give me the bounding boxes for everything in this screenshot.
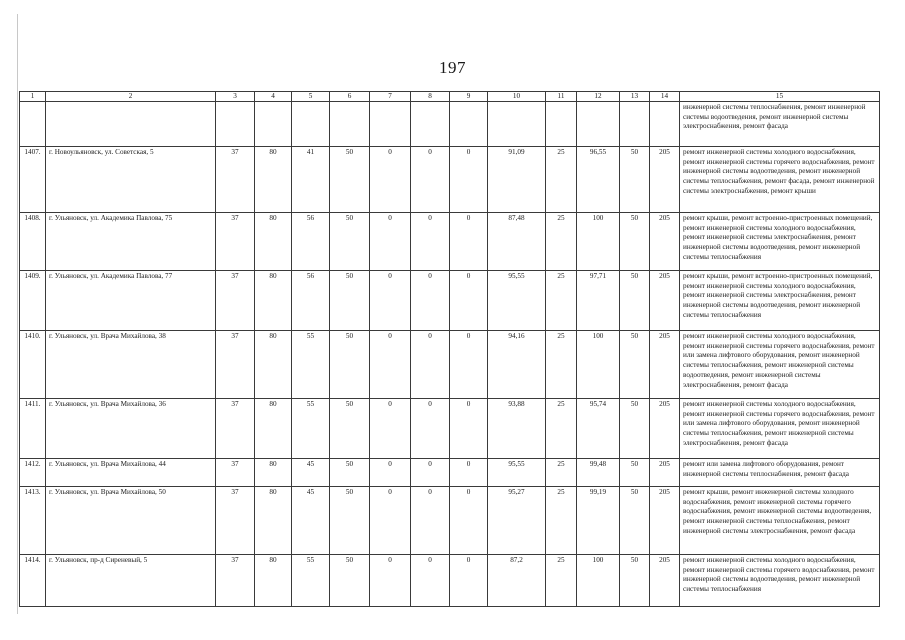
cell-c6: 50 [330, 399, 370, 459]
cell-c11: 25 [546, 331, 577, 399]
cell-empty [411, 102, 450, 147]
cell-empty [620, 102, 650, 147]
cell-c3: 37 [216, 459, 255, 487]
column-header-15: 15 [680, 92, 880, 102]
cell-c8: 0 [411, 331, 450, 399]
column-header-14: 14 [650, 92, 680, 102]
cell-c14: 205 [650, 331, 680, 399]
cell-c13: 50 [620, 271, 650, 331]
cell-c10: 95,27 [488, 487, 546, 555]
cell-c13: 50 [620, 213, 650, 271]
cell-c3: 37 [216, 555, 255, 607]
cell-c11: 25 [546, 399, 577, 459]
cell-c9: 0 [450, 555, 488, 607]
cell-c13: 50 [620, 459, 650, 487]
repair-works-list: ремонт инженерной системы холодного водоснабжения, ремонт инженерной системы горячего водоснабжения, ремонт или замена лифтового оборудования, ремонт инженерной системы теплоснабжения, ремонт инженерной системы водоотведения, ремонт инженерной системы электроснабжения, ремонт фасада [680, 331, 880, 399]
row-number: 1409. [20, 271, 46, 331]
cell-empty [292, 102, 330, 147]
cell-c9: 0 [450, 147, 488, 213]
cell-c6: 50 [330, 487, 370, 555]
cell-c12: 95,74 [577, 399, 620, 459]
cell-c8: 0 [411, 399, 450, 459]
cell-c14: 205 [650, 399, 680, 459]
cell-c4: 80 [255, 487, 292, 555]
cell-c8: 0 [411, 271, 450, 331]
cell-c10: 93,88 [488, 399, 546, 459]
cell-c5: 56 [292, 213, 330, 271]
cell-c10: 91,09 [488, 147, 546, 213]
cell-c7: 0 [370, 459, 411, 487]
column-header-9: 9 [450, 92, 488, 102]
cell-c11: 25 [546, 147, 577, 213]
cell-c8: 0 [411, 459, 450, 487]
house-address: г. Ульяновск, пр-д Сиреневый, 5 [46, 555, 216, 607]
cell-c14: 205 [650, 271, 680, 331]
cell-c9: 0 [450, 271, 488, 331]
cell-empty [546, 102, 577, 147]
column-header-5: 5 [292, 92, 330, 102]
cell-c6: 50 [330, 331, 370, 399]
house-address: г. Ульяновск, ул. Врача Михайлова, 44 [46, 459, 216, 487]
cell-c13: 50 [620, 487, 650, 555]
repair-program-table [19, 91, 880, 607]
continuation-row [20, 102, 880, 147]
cell-c12: 97,71 [577, 271, 620, 331]
cell-c12: 100 [577, 213, 620, 271]
table-row [20, 555, 880, 607]
repair-works-list: ремонт крыши, ремонт встроенно-пристроенных помещений, ремонт инженерной системы холодного водоснабжения, ремонт инженерной системы электроснабжения, ремонт инженерной системы водоотведения, ремонт инженерной системы теплоснабжения [680, 271, 880, 331]
cell-empty [577, 102, 620, 147]
continuation-works-text: инженерной системы теплоснабжения, ремонт инженерной системы водоотведения, ремонт инженерной системы электроснабжения, ремонт фасада [680, 102, 880, 147]
cell-c9: 0 [450, 331, 488, 399]
cell-c5: 55 [292, 399, 330, 459]
repair-works-list: ремонт крыши, ремонт встроенно-пристроенных помещений, ремонт инженерной системы холодного водоснабжения, ремонт инженерной системы электроснабжения, ремонт инженерной системы водоотведения, ремонт инженерной системы теплоснабжения [680, 213, 880, 271]
cell-c11: 25 [546, 213, 577, 271]
table-row [20, 487, 880, 555]
row-number: 1413. [20, 487, 46, 555]
row-number: 1411. [20, 399, 46, 459]
cell-c9: 0 [450, 399, 488, 459]
cell-empty [20, 102, 46, 147]
cell-c10: 87,48 [488, 213, 546, 271]
cell-c5: 45 [292, 459, 330, 487]
cell-c7: 0 [370, 399, 411, 459]
cell-c6: 50 [330, 213, 370, 271]
column-header-12: 12 [577, 92, 620, 102]
cell-c4: 80 [255, 555, 292, 607]
house-address: г. Новоульяновск, ул. Советская, 5 [46, 147, 216, 213]
cell-c14: 205 [650, 213, 680, 271]
column-number-header-row [20, 92, 880, 102]
cell-c3: 37 [216, 487, 255, 555]
cell-c7: 0 [370, 487, 411, 555]
repair-works-list: ремонт инженерной системы холодного водоснабжения, ремонт инженерной системы горячего водоснабжения, ремонт или замена лифтового оборудования, ремонт инженерной системы теплоснабжения, ремонт инженерной системы электроснабжения, ремонт фасада [680, 399, 880, 459]
column-header-8: 8 [411, 92, 450, 102]
cell-c4: 80 [255, 147, 292, 213]
cell-c10: 87,2 [488, 555, 546, 607]
cell-c11: 25 [546, 271, 577, 331]
cell-c4: 80 [255, 271, 292, 331]
cell-c14: 205 [650, 147, 680, 213]
cell-c14: 205 [650, 459, 680, 487]
page-number: 197 [439, 58, 466, 77]
cell-c3: 37 [216, 399, 255, 459]
cell-c9: 0 [450, 213, 488, 271]
cell-c9: 0 [450, 487, 488, 555]
cell-c8: 0 [411, 555, 450, 607]
cell-c13: 50 [620, 147, 650, 213]
cell-c4: 80 [255, 459, 292, 487]
cell-c5: 55 [292, 331, 330, 399]
cell-empty [216, 102, 255, 147]
scan-edge-line [17, 14, 18, 614]
column-header-4: 4 [255, 92, 292, 102]
cell-c12: 96,55 [577, 147, 620, 213]
cell-c4: 80 [255, 213, 292, 271]
cell-c10: 95,55 [488, 459, 546, 487]
repair-works-list: ремонт крыши, ремонт инженерной системы холодного водоснабжения, ремонт инженерной системы горячего водоснабжения, ремонт инженерной системы водоотведения, ремонт инженерной системы теплоснабжения, ремонт инженерной системы электроснабжения, ремонт фасада [680, 487, 880, 555]
cell-c14: 205 [650, 555, 680, 607]
column-header-11: 11 [546, 92, 577, 102]
cell-empty [650, 102, 680, 147]
house-address: г. Ульяновск, ул. Врача Михайлова, 50 [46, 487, 216, 555]
repair-works-list: ремонт или замена лифтового оборудования, ремонт инженерной системы теплоснабжения, ремонт фасада [680, 459, 880, 487]
cell-c12: 99,48 [577, 459, 620, 487]
cell-c7: 0 [370, 331, 411, 399]
column-header-10: 10 [488, 92, 546, 102]
cell-c4: 80 [255, 331, 292, 399]
row-number: 1412. [20, 459, 46, 487]
table-body [20, 102, 880, 607]
column-header-7: 7 [370, 92, 411, 102]
cell-c12: 100 [577, 555, 620, 607]
cell-empty [370, 102, 411, 147]
table-row [20, 331, 880, 399]
column-header-6: 6 [330, 92, 370, 102]
table-row [20, 147, 880, 213]
cell-c7: 0 [370, 271, 411, 331]
cell-c5: 41 [292, 147, 330, 213]
cell-c3: 37 [216, 147, 255, 213]
row-number: 1408. [20, 213, 46, 271]
cell-empty [488, 102, 546, 147]
column-header-13: 13 [620, 92, 650, 102]
column-header-1: 1 [20, 92, 46, 102]
cell-empty [330, 102, 370, 147]
cell-c6: 50 [330, 147, 370, 213]
cell-c5: 56 [292, 271, 330, 331]
cell-c11: 25 [546, 487, 577, 555]
table-row [20, 271, 880, 331]
cell-c10: 95,55 [488, 271, 546, 331]
cell-c13: 50 [620, 555, 650, 607]
cell-c7: 0 [370, 555, 411, 607]
cell-c14: 205 [650, 487, 680, 555]
cell-c11: 25 [546, 459, 577, 487]
repair-works-list: ремонт инженерной системы холодного водоснабжения, ремонт инженерной системы горячего водоснабжения, ремонт инженерной системы водоотведения, ремонт инженерной системы теплоснабжения [680, 555, 880, 607]
cell-c12: 100 [577, 331, 620, 399]
cell-c13: 50 [620, 399, 650, 459]
cell-c4: 80 [255, 399, 292, 459]
cell-c13: 50 [620, 331, 650, 399]
table-row [20, 459, 880, 487]
house-address: г. Ульяновск, ул. Академика Павлова, 77 [46, 271, 216, 331]
cell-c8: 0 [411, 213, 450, 271]
row-number: 1410. [20, 331, 46, 399]
cell-c7: 0 [370, 147, 411, 213]
cell-empty [450, 102, 488, 147]
cell-c8: 0 [411, 487, 450, 555]
repair-works-list: ремонт инженерной системы холодного водоснабжения, ремонт инженерной системы горячего водоснабжения, ремонт инженерной системы водоотведения, ремонт инженерной системы теплоснабжения, ремонт фасада, ремонт инженерной системы электроснабжения, ремонт крыши [680, 147, 880, 213]
cell-c6: 50 [330, 459, 370, 487]
cell-c8: 0 [411, 147, 450, 213]
table-row [20, 399, 880, 459]
table-row [20, 213, 880, 271]
house-address: г. Ульяновск, ул. Врача Михайлова, 38 [46, 331, 216, 399]
cell-c3: 37 [216, 271, 255, 331]
cell-c7: 0 [370, 213, 411, 271]
cell-c6: 50 [330, 555, 370, 607]
cell-c5: 55 [292, 555, 330, 607]
cell-c9: 0 [450, 459, 488, 487]
cell-c12: 99,19 [577, 487, 620, 555]
column-header-3: 3 [216, 92, 255, 102]
cell-empty [255, 102, 292, 147]
row-number: 1414. [20, 555, 46, 607]
cell-c3: 37 [216, 331, 255, 399]
cell-c11: 25 [546, 555, 577, 607]
house-address: г. Ульяновск, ул. Академика Павлова, 75 [46, 213, 216, 271]
cell-c10: 94,16 [488, 331, 546, 399]
house-address: г. Ульяновск, ул. Врача Михайлова, 36 [46, 399, 216, 459]
cell-c3: 37 [216, 213, 255, 271]
cell-c6: 50 [330, 271, 370, 331]
cell-empty [46, 102, 216, 147]
column-header-2: 2 [46, 92, 216, 102]
row-number: 1407. [20, 147, 46, 213]
cell-c5: 45 [292, 487, 330, 555]
